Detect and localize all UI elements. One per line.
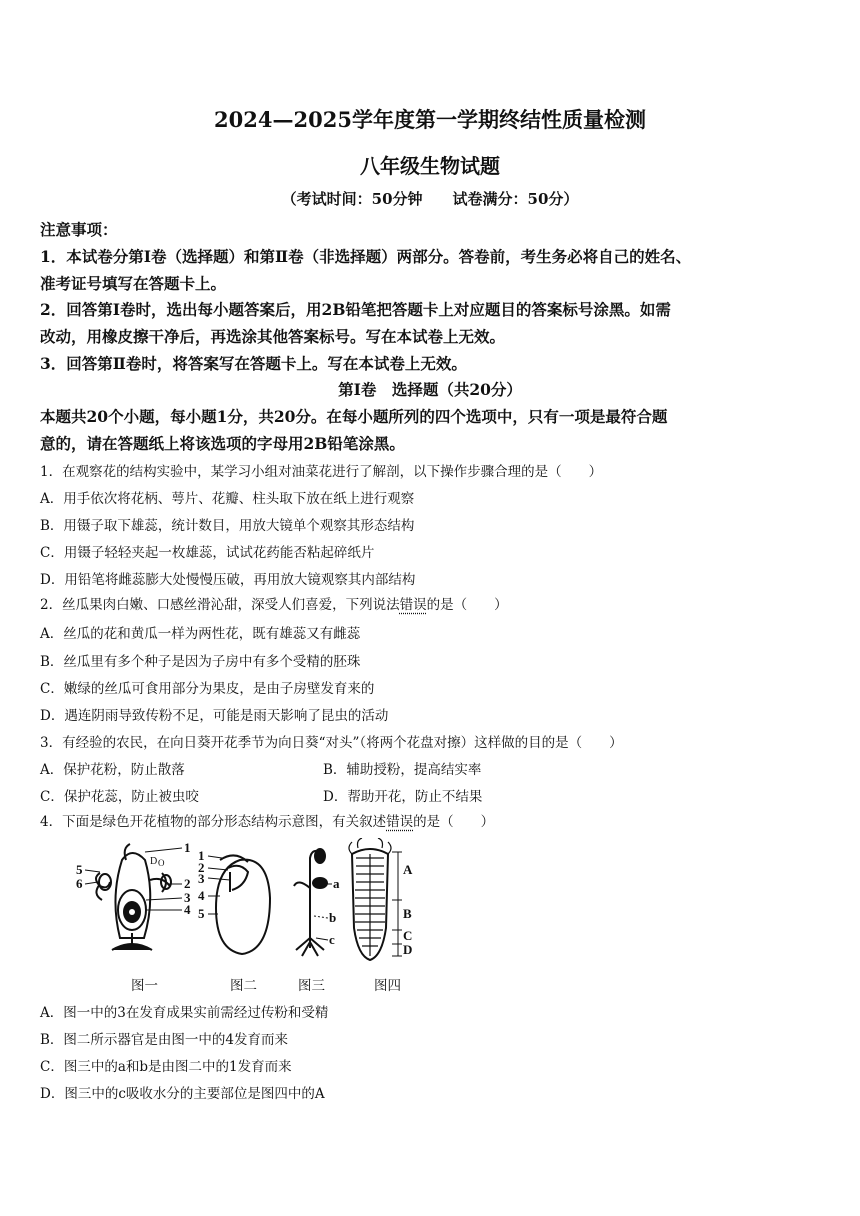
root-tip-diagram [349,838,402,960]
svg-text:O: O [158,858,165,868]
figure-mark: b [329,910,337,925]
svg-text:D: D [150,856,158,867]
figure-mark: a [333,876,340,891]
figure-mark: B [403,906,412,921]
option-c: C．嫩绿的丝瓜可食用部分为果皮，是由子房壁发育来的 [40,681,375,697]
note-line: 2．回答第Ⅰ卷时，选出每小题答案后，用2B铅笔把答题卡上对应题目的答案标号涂黑。如需 [40,300,671,319]
figure-mark: 4 [184,902,191,917]
stem-text: 4．下面是绿色开花植物的部分形态结构示意图，有关叙述 [40,814,387,830]
figure-caption: 图二 [230,978,257,994]
figure-mark: 6 [76,876,83,891]
section-instruction: 本题共20个小题，每小题1分，共20分。在每小题所列的四个选项中，只有一项是最符合题 [40,407,668,426]
note-line: 1．本试卷分第Ⅰ卷（选择题）和第Ⅱ卷（非选择题）两部分。答卷前，考生务必将自己的姓名、 [40,247,692,266]
figure-mark: 5 [76,862,83,877]
flower-section-diagram [85,844,182,950]
stem-text: 的是（ ） [413,814,495,830]
stem-text: 的是（ ） [426,597,508,613]
option-c: C．保护花蕊，防止被虫咬 [40,789,199,805]
option-a: A．保护花粉，防止散落 [40,762,185,778]
note-line: 3．回答第Ⅱ卷时，将答案写在答题卡上。写在本试卷上无效。 [40,354,467,373]
section-title: 第Ⅰ卷 选择题（共20分） [338,380,522,399]
figure-caption: 图一 [131,978,158,994]
notes-heading: 注意事项： [40,220,118,239]
figure-mark: D [403,942,413,957]
exam-title: 2024—2025学年度第一学期终结性质量检测 [214,107,646,132]
option-d: D．用铅笔将雌蕊膨大处慢慢压破，再用放大镜观察其内部结构 [40,572,416,588]
question-stem [40,810,494,830]
question-stem: 1．在观察花的结构实验中，某学习小组对油菜花进行了解剖，以下操作步骤合理的是（ ） [40,464,603,480]
option-b: B．用镊子取下雄蕊，统计数目，用放大镜单个观察其形态结构 [40,518,415,534]
figure-mark: 1 [198,848,205,863]
figure-mark: 5 [198,906,205,921]
exam-info: （考试时间：50分钟 试卷满分：50分） [281,190,579,208]
subject-title: 八年级生物试题 [360,154,500,178]
figure-mark: 3 [198,871,205,886]
note-line: 改动，用橡皮擦干净后，再选涂其他答案标号。写在本试卷上无效。 [40,327,506,346]
option-a: A．图一中的3在发育成果实前需经过传粉和受精 [40,1005,329,1021]
figure-mark: 2 [198,860,205,875]
option-a: A．丝瓜的花和黄瓜一样为两性花，既有雄蕊又有雌蕊 [40,626,361,642]
option-d: D．遇连阴雨导致传粉不足，可能是雨天影响了昆虫的活动 [40,708,389,724]
figure-mark: A [403,862,413,877]
option-d: D．帮助开花，防止不结果 [323,789,483,805]
option-a: A．用手依次将花柄、萼片、花瓣、柱头取下放在纸上进行观察 [40,491,415,507]
section-instruction: 意的，请在答题纸上将该选项的字母用2B铅笔涂黑。 [40,434,405,453]
figure-caption: 图四 [374,978,401,994]
option-b: B．图二所示器官是由图一中的4发育而来 [40,1032,289,1048]
figure-mark: C [403,928,413,943]
option-c: C．图三中的a和b是由图二中的1发育而来 [40,1059,292,1075]
note-line: 准考证号填写在答题卡上。 [40,274,227,293]
seed-diagram [208,855,270,954]
option-c: C．用镊子轻轻夹起一枚雄蕊，试试花药能否粘起碎纸片 [40,545,375,561]
seedling-diagram [294,849,332,956]
plant-structure-figure [70,838,415,963]
figure-mark: c [329,932,335,947]
figure-mark: 3 [184,890,191,905]
question-stem [40,593,508,613]
stem-text: 2．丝瓜果肉白嫩、口感丝滑沁甜，深受人们喜爱，下列说法 [40,597,400,613]
question-stem: 3．有经验的农民，在向日葵开花季节为向日葵“对头”（将两个花盘对擦）这样做的目的是（ ） [40,735,623,751]
figure-mark: 2 [184,876,191,891]
emphasis-word: 错误 [386,814,414,830]
option-b: B．丝瓜里有多个种子是因为子房中有多个受精的胚珠 [40,654,361,670]
option-d: D．图三中的c吸收水分的主要部位是图四中的A [40,1086,325,1102]
emphasis-word: 错误 [399,597,427,613]
figure-mark: 4 [198,888,205,903]
option-b: B．辅助授粉，提高结实率 [323,762,482,778]
figure-caption: 图三 [298,978,325,994]
figure-mark: 1 [184,840,191,855]
